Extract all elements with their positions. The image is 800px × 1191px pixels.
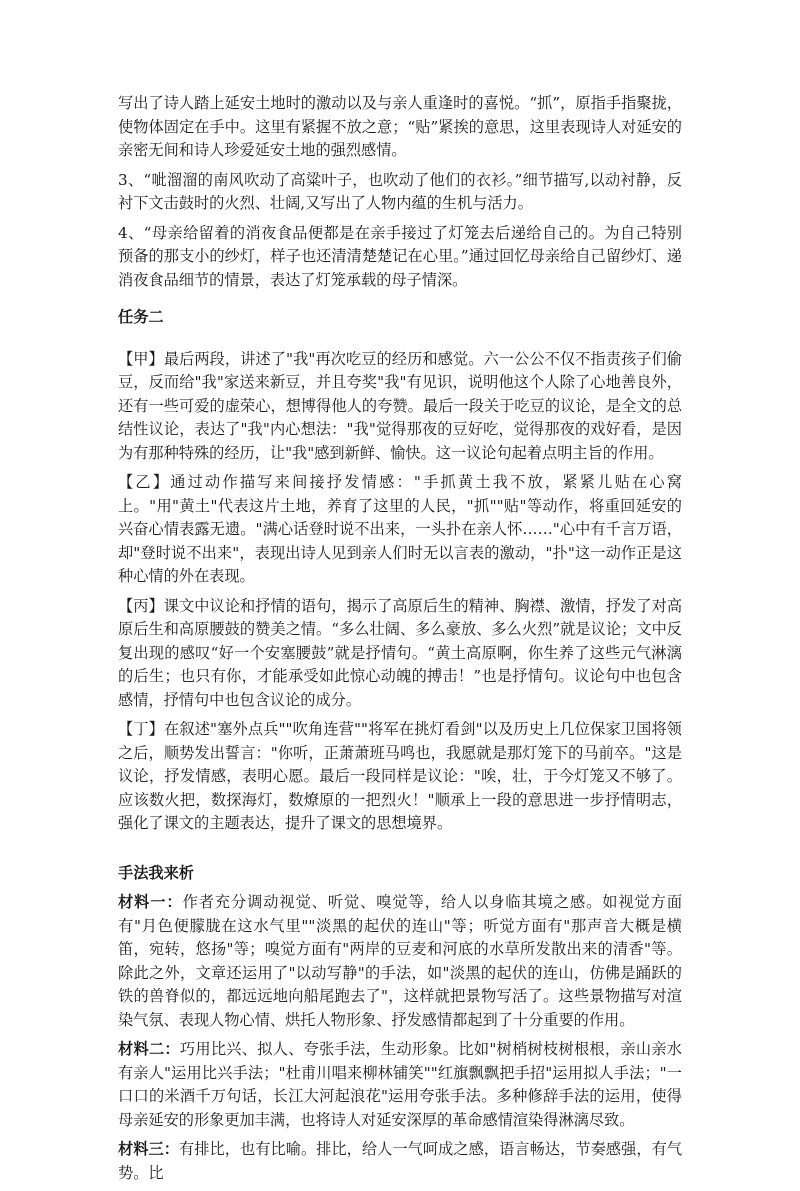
material-3-text: 有排比，也有比喻。排比，给人一气呵成之感，语言畅达，节奏感强，有气势。比	[118, 1140, 683, 1182]
paragraph-ding: 【丁】在叙述"塞外点兵""吹角连营""将军在挑灯看剑"以及历史上几位保家卫国将领之后，顺势发出誓言："你听，正萧萧班马鸣也，我愿就是那灯笼下的马前卒。"这是议论，抒发情感，表明心愿。最后一段同样是议论："唉，壮，于今灯笼又不够了。应该数火把，数探海灯，数燎原的一把烈火！"顺承上一段的意思进一步抒情明志，强化了课文的主题表达，提升了课文的思想境界。	[118, 720, 682, 832]
paragraph-item-4: 4、“母亲给留着的消夜食品便都是在亲手接过了灯笼去后递给自己的。为自己特别预备的那支小的纱灯，样子也还清清楚楚记在心里。”通过回忆母亲给自己留纱灯、递消夜食品细节的情景，表达了灯笼承载的母子情深。	[118, 223, 682, 289]
document-page	[118, 92, 682, 1191]
heading-task-2: 任务二	[118, 308, 164, 326]
heading-method-analysis: 手法我来析	[118, 863, 194, 882]
paragraph-grab-stick: 写出了诗人踏上延安土地时的激动以及与亲人重逢时的喜悦。“抓”，原指手指聚拢，使物体固定在手中。这里有紧握不放之意；“贴”紧挨的意思，这里表现诗人对延安的亲密无间和诗人珍爱延安土地的强烈感情。	[118, 94, 682, 159]
paragraph-item-3: 3、“呲溜溜的南风吹动了高粱叶子，也吹动了他们的衣衫。”细节描写,以动衬静，反衬下文击鼓时的火烈、壮阔,又写出了人物内蕴的生机与活力。	[118, 170, 682, 212]
material-1	[118, 891, 682, 1032]
paragraph-bing: 【丙】课文中议论和抒情的语句，揭示了高原后生的精神、胸襟、激情，抒发了对高原后生和高原腰鼓的赞美之情。“多么壮阔、多么豪放、多么火烈”就是议论；文中反复出现的感叹“好一个安塞腰鼓”就是抒情句。“黄土高原啊，你生养了这些元气淋漓的后生；也只有你，才能承受如此惊心动魄的搏击！”也是抒情句。议论句中也包含感情，抒情句中也包含议论的成分。	[118, 596, 682, 709]
material-2	[118, 1038, 682, 1132]
material-3-label: 材料三：	[118, 1140, 179, 1158]
paragraph-yi: 【乙】通过动作描写来间接抒发情感："手抓黄土我不放，紧紧儿贴在心窝上。"用"黄土"代表这片土地，养育了这里的人民，"抓""贴"等动作，将重回延安的兴奋心情表露无遗。"满心话登时说不出来，一头扑在亲人怀……"心中有千言万语，却"登时说不出来"，表现出诗人见到亲人们时无以言表的激动，"扑"这一动作正是这种心情的外在表现。	[118, 473, 682, 585]
material-2-label: 材料二：	[118, 1040, 180, 1058]
material-2-text: 巧用比兴、拟人、夸张手法，生动形象。比如"树梢树枝树根根，亲山亲水有亲人"运用比兴手法；"杜甫川唱来柳林铺笑""红旗飘飘把手招"运用拟人手法；"一口口的米酒千万句话，长江大河起浪花"运用夸张手法。多种修辞手法的运用，使得母亲延安的形象更加丰满，也将诗人对延安深厚的革命感情渲染得淋漓尽致。	[118, 1040, 682, 1129]
material-1-text: 作者充分调动视觉、听觉、嗅觉等，给人以身临其境之感。如视觉方面有"月色便朦胧在这水气里""淡黑的起伏的连山"等；听觉方面有"那声音大概是横笛，宛转，悠扬"等；嗅觉方面有"两岸的豆麦和河底的水草所发散出来的清香"等。除此之外，文章还运用了"以动写静"的手法，如"淡黑的起伏的连山，仿佛是踊跃的铁的兽脊似的，都远远地向船尾跑去了"，这样就把景物写活了。这些景物描写对渲染气氛、表现人物心情、烘托人物形象、抒发感情都起到了十分重要的作用。	[118, 893, 683, 1029]
material-3	[118, 1138, 682, 1185]
paragraph-jia: 【甲】最后两段，讲述了"我"再次吃豆的经历和感觉。六一公公不仅不指责孩子们偷豆，反而给"我"家送来新豆，并且夸奖"我"有见识，说明他这个人除了心地善良外，还有一些可爱的虚荣心，想博得他人的夸赞。最后一段关于吃豆的议论，是全文的总结性议论，表达了"我"内心想法："我"觉得那夜的豆好吃，觉得那夜的戏好看，是因为有那种特殊的经历，让"我"感到新鲜、愉快。这一议论句起着点明主旨的作用。	[118, 349, 682, 462]
material-1-label: 材料一：	[118, 893, 183, 911]
